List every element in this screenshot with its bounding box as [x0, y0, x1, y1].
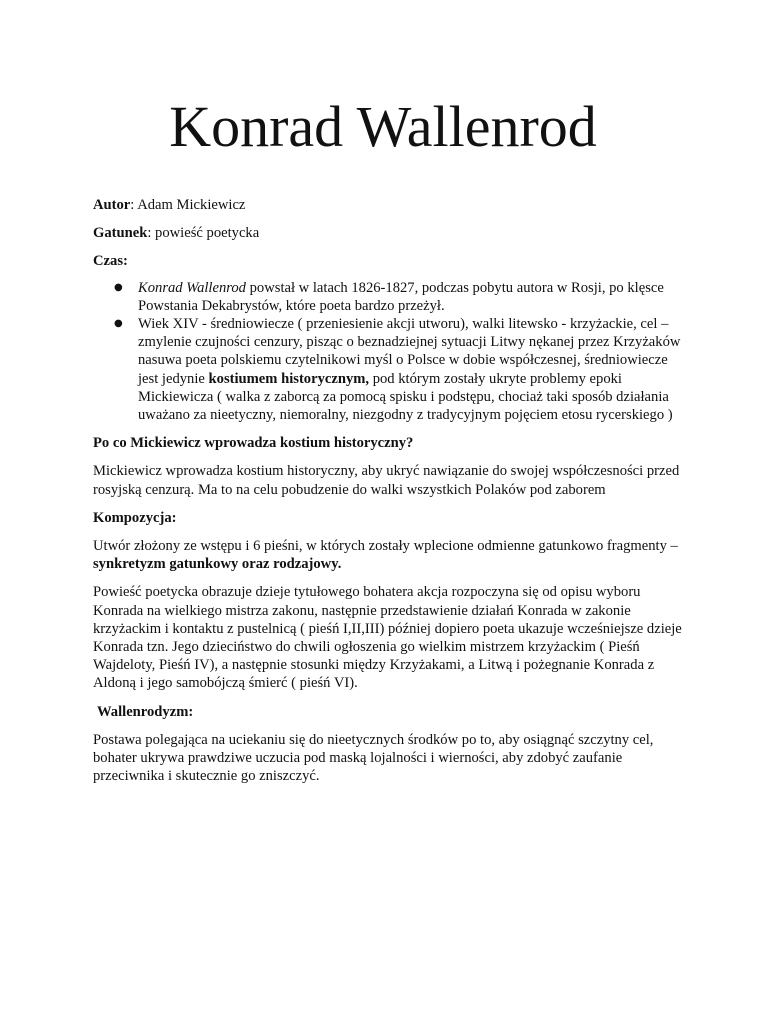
genre-label: Gatunek	[93, 225, 148, 242]
bullet-icon: ●	[114, 318, 123, 330]
time-heading	[93, 252, 683, 270]
list-item	[114, 279, 683, 315]
composition-bold: synkretyzm gatunkowy oraz rodzajowy.	[93, 556, 342, 573]
list-item-text: Wiek XIV - średniowiecze ( przeniesienie akcji utworu), walki litewsko - krzyżackie, cel – zmylenie czujności cenzury, pisząc o beznadziejnej sytuacji Litwy nękanej przez Krzyżaków nasuwa poeta polskiemu czytelnikowi myśl o Polsce w dobie współczesnej, średniowiecze jest jedynie	[138, 316, 681, 387]
bullet-icon: ●	[114, 281, 123, 293]
composition-paragraph	[93, 537, 683, 573]
list-item-text: pod którym zostały ukryte problemy epoki Mickiewicza ( walka z zaborcą za pomocą spisku i podstępu, chociaż taki sposób działania uważano za nieetyczny, niemoralny, niezgodny z tradycyjnym pojęciem etosu rycerskiego )	[138, 370, 673, 424]
author-value: : Adam Mickiewicz	[130, 197, 246, 213]
composition-heading: Kompozycja:	[93, 509, 177, 526]
genre-line	[93, 224, 683, 242]
why-heading: Po co Mickiewicz wprowadza kostium historyczny?	[93, 435, 414, 452]
why-paragraph: Mickiewicz wprowadza kostium historyczny, aby ukryć nawiązanie do swojej współczesności przed rosyjską cenzurą. Ma to na celu pobudzenie do walki wszystkich Polaków pod zaborem	[93, 463, 680, 498]
list-item-bold: kostiumem historycznym,	[208, 370, 370, 387]
composition-text: Utwór złożony ze wstępu i 6 pieśni, w których zostały wplecione odmienne gatunkowo fragmenty –	[93, 538, 678, 555]
list-item	[114, 315, 683, 424]
plot-paragraph: Powieść poetycka obrazuje dzieje tytułowego bohatera akcja rozpoczyna się od opisu wyboru Konrada na wielkiego mistrza zakonu, następnie przedstawienie działań Konrada w zakonie krzyżackim i kontaktu z pustelnicą ( pieśń I,II,III) później dopiero poeta ukazuje wcześniejsze dzieje Konrada tzn. Jego dzieciństwo do chwili ogłoszenia go wielkim mistrzem krzyżackim ( Pieśń Wajdeloty, Pieśń IV), a następnie stosunki między Krzyżakami, a Litwą i pożegnanie Konrada z Aldoną i jego samobójczą śmierć ( pieśń VI).	[93, 584, 682, 692]
list-item-text: powstał w latach 1826-1827, podczas pobytu autora w Rosji, po klęsce Powstania Dekabrystów, które poeta bardzo przeżył.	[138, 279, 664, 314]
genre-value: : powieść poetycka	[147, 225, 260, 242]
wallenrodism-paragraph: Postawa polegająca na uciekaniu się do nieetycznych środków po to, aby osiągnąć szczytny cel, bohater ukrywa prawdziwe uczucia pod maską lojalności i wierności, aby zdobyć zaufanie przeciwnika i skutecznie go zniszczyć.	[93, 731, 654, 785]
document-body	[93, 196, 683, 795]
document-title: Konrad Wallenrod	[169, 94, 597, 159]
work-title-italic: Konrad Wallenrod	[138, 279, 246, 296]
time-label: Czas:	[93, 253, 128, 270]
author-label: Autor	[93, 197, 131, 213]
author-line	[93, 196, 683, 214]
time-list	[93, 279, 683, 425]
wallenrodism-heading: Wallenrodyzm:	[97, 703, 194, 720]
